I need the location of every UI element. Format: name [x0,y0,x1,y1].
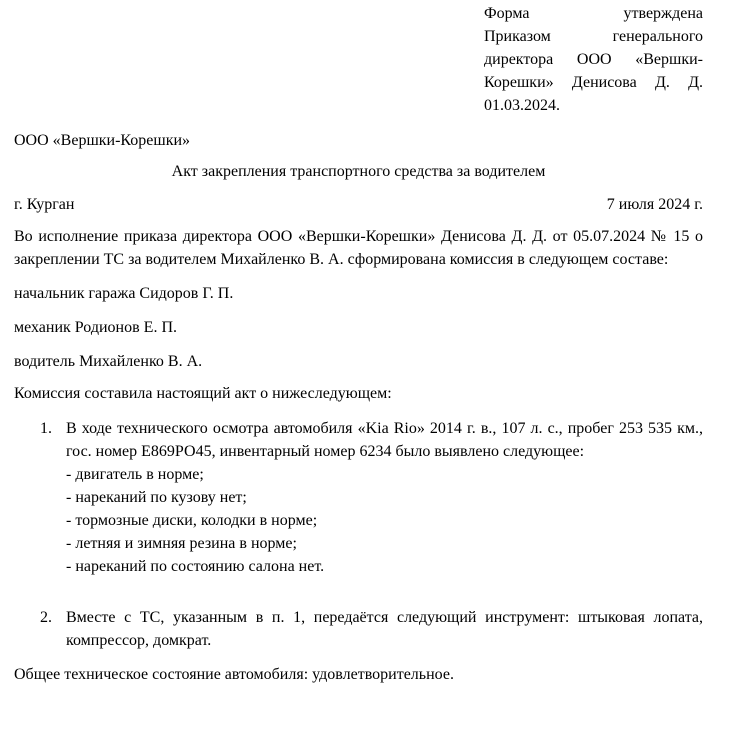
list-item [40,417,703,578]
document-date: 7 июля 2024 г. [606,196,703,213]
approval-line: директора ООО «Вершки- [484,51,703,68]
conclusion-lead: Комиссия составила настоящий акт о нижеследующем: [14,385,392,402]
approval-stamp [484,2,703,117]
approval-line: Форма утверждена [484,5,703,22]
list-item-number: 2. [40,609,52,626]
act-document [14,2,703,686]
organization-name: ООО «Вершки-Корешки» [14,132,191,149]
approval-line: Корешки» Денисова Д. Д. [484,74,703,91]
approval-line: Приказом генерального [484,28,703,45]
city-date-row [14,193,703,216]
list-item [40,606,703,652]
finding: - нареканий по кузову нет; [66,489,247,506]
finding: - нареканий по состоянию салона нет. [66,558,325,575]
list-item-number: 1. [40,420,52,437]
list-item-text: В ходе технического осмотра автомобиля «Kia Rio» 2014 г. в., 107 л. с., пробег 253 535 км., гос. номер Е869РО45, инвентарный номер 6234 было выявлено следующее: [66,420,703,460]
city: г. Курган [14,196,75,213]
approval-line: 01.03.2024. [484,97,560,114]
commission-member: механик Родионов Е. П. [14,319,177,336]
list-item-text: Вместе с ТС, указанным в п. 1, передаётся следующий инструмент: штыковая лопата, компрессор, домкрат. [66,609,703,649]
final-state: Общее техническое состояние автомобиля: удовлетворительное. [14,666,454,683]
document-title: Акт закрепления транспортного средства за водителем [171,163,546,180]
finding: - летняя и зимняя резина в норме; [66,535,297,552]
finding: - тормозные диски, колодки в норме; [66,512,318,529]
intro-paragraph: Во исполнение приказа директора ООО «Вершки-Корешки» Денисова Д. Д. от 05.07.2024 № 15 о закреплении ТС за водителем Михайленко В. А. сформирована комиссия в следующем составе: [14,228,703,268]
finding: - двигатель в норме; [66,466,204,483]
commission-member: водитель Михайленко В. А. [14,353,203,370]
commission-member: начальник гаража Сидоров Г. П. [14,285,234,302]
